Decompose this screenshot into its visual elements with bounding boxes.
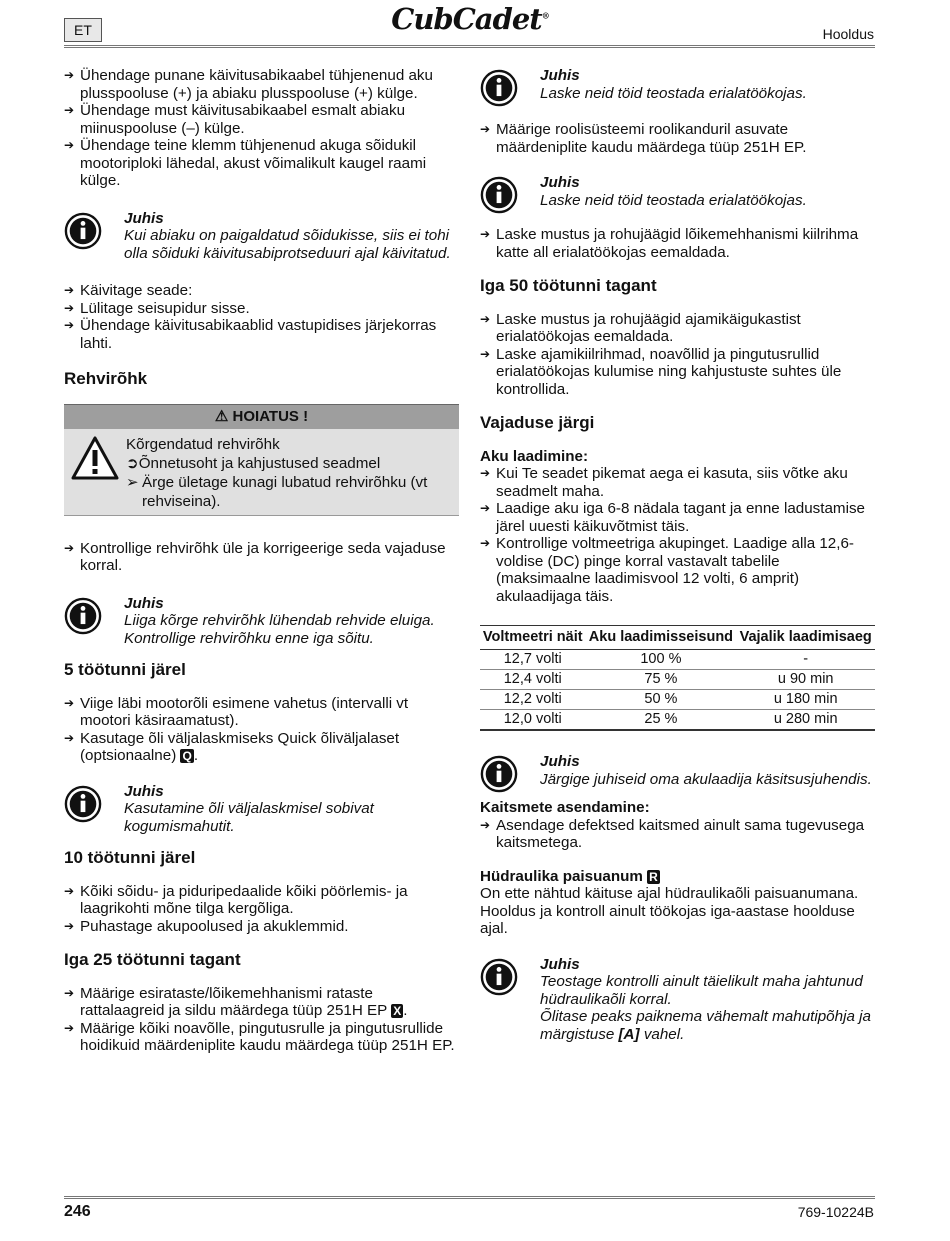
brand-logo: CubCadet® [391, 2, 549, 36]
text: Hüdraulika paisuanum [480, 867, 643, 885]
list-item [64, 300, 459, 318]
list-item [64, 137, 459, 190]
text: Kui Te seadet pikemat aega ei kasuta, siis võtke aku seadmelt maha. [496, 465, 848, 500]
arrow-icon: ➔ [480, 501, 491, 515]
note-text [540, 1008, 875, 1043]
list-item [64, 67, 459, 102]
header-rule-2 [64, 47, 875, 48]
text: Kõiki sõidu- ja piduripedaalide kõiki pöörlemis- ja laagrikohti mõne tilga kergõliga. [80, 882, 408, 917]
arrow-icon: ➔ [64, 283, 75, 297]
warning-small-icon: ⚠ [214, 407, 229, 425]
heading-10-hours: 10 töötunni järel [64, 848, 196, 867]
arrow-icon: ➔ [64, 883, 75, 898]
table-cell: 75 % [585, 670, 736, 690]
list-item [64, 1020, 459, 1055]
info-icon [480, 958, 518, 996]
text: Laske mustus ja rohujäägid lõikemehhanismi kiilrihma katte all erialatöökojas eemaldada. [496, 226, 859, 261]
section-title: Hooldus [822, 26, 874, 42]
table-header: Voltmeetri näit [480, 626, 585, 650]
info-icon [480, 176, 518, 214]
arrow-icon: ➔ [64, 138, 75, 152]
arrow-icon: ➔ [480, 817, 491, 832]
text: Ärge ületage kunagi lubatud rehvirõhku (vt rehviseina). [142, 473, 428, 510]
heading-battery-charging: Aku laadimine: [480, 447, 589, 465]
note-text: Kasutamine õli väljalaskmisel sobivat kogumismahutit. [124, 800, 374, 835]
info-icon [64, 597, 102, 635]
text: Ühendage teine klemm tühjenenud akuga sõidukil mootoriploki lähedal, akust võimalikult kaugel raami külge. [80, 137, 427, 189]
list-item [480, 346, 875, 399]
note-title: Juhis [540, 174, 580, 191]
text: Laske mustus ja rohujäägid ajamikäigukastist erialatöökojas eemaldada. [496, 310, 801, 345]
arrow-icon: ➔ [64, 730, 75, 745]
note-title: Juhis [540, 955, 580, 973]
text: Käivitage seade: [80, 282, 193, 299]
text: Õnnetusoht ja kahjustused seadmel [138, 454, 381, 472]
arrow-icon: ➔ [64, 318, 75, 332]
text: Kasutage õli väljalaskmiseks Quick õliväljalaset (optsionaalne) [80, 729, 400, 764]
note-box [64, 783, 459, 836]
key-x-badge: X [393, 1004, 402, 1018]
text: Viige läbi mootorõli esimene vahetus (intervalli vt mootori käsiraamatust). [80, 694, 409, 729]
arrow-icon: ➔ [64, 103, 75, 117]
note-box [480, 956, 875, 1044]
text: Laske ajamikiilrihmad, noavõllid ja pingutusrullid erialatöökojas kulumise ning kahjustuste suhtes üle kontrollida. [496, 345, 842, 398]
table-cell: 12,4 volti [480, 670, 585, 690]
arrow-icon: ➔ [64, 918, 75, 933]
arrow-icon: ➔ [480, 122, 491, 136]
heading-as-needed: Vajaduse järgi [480, 413, 595, 432]
heading-fuses: Kaitsmete asendamine: [480, 799, 650, 816]
text: Kontrollige rehvirõhk üle ja korrigeerige seda vajaduse korral. [80, 539, 446, 574]
text: Puhastage akupoolused ja akuklemmid. [80, 917, 349, 935]
table-row [480, 710, 875, 731]
note-text: Laske neid töid teostada erialatöökojas. [540, 191, 807, 209]
table-cell: 12,7 volti [480, 650, 585, 670]
text: Ühendage käivitusabikaablid vastupidises järjekorras lahti. [80, 317, 437, 352]
footer-rule-2 [64, 1198, 875, 1199]
key-r-badge: R [649, 869, 658, 884]
warning-box [64, 404, 459, 516]
arrow-icon: ➔ [64, 300, 75, 315]
text: Kontrollige voltmeetriga akupinget. Laadige alla 12,6-voldise (DC) pinge korral vastavalt tabelile (maksimaalne laadimisvool 12 volti, 6 amprit) akulaadijaga täis. [496, 535, 854, 605]
note-box [480, 174, 875, 220]
text: Lülitage seisupidur sisse. [80, 299, 250, 317]
heading-5-hours: 5 töötunni järel [64, 660, 186, 679]
text: Asendage defektsed kaitsmed ainult sama tugevusega kaitsmetega. [496, 816, 865, 851]
list-item [480, 500, 875, 535]
note-text: Laske neid töid teostada erialatöökojas. [540, 84, 807, 102]
table-cell: 12,0 volti [480, 710, 585, 731]
heading-50-hours: Iga 50 töötunni tagant [480, 276, 657, 295]
info-icon [480, 755, 518, 793]
list-item [480, 311, 875, 346]
info-icon [480, 69, 518, 107]
key-q-badge: Q [182, 749, 192, 763]
warning-line: ➢ Ärge ületage kunagi lubatud rehvirõhku (vt rehviseina). [126, 473, 428, 510]
note-box [480, 67, 875, 113]
table-cell: u 280 min [736, 710, 875, 731]
heading-hydraulic-tank [480, 868, 875, 886]
note-title: Juhis [124, 209, 164, 227]
list-item: ➔ Kasutage õli väljalaskmiseks Quick õliväljalaset (optsionaalne) Q . [64, 729, 400, 764]
arrow-icon: ➔ [480, 311, 491, 326]
arrow-icon: ➔ [480, 536, 491, 550]
table-row [480, 690, 875, 710]
table-cell: 25 % [585, 710, 736, 731]
note-box [64, 210, 459, 263]
text: Ühendage must käivitusabikaabel esmalt abiaku miinuspooluse (–) külge. [80, 102, 406, 137]
table-header: Vajalik laadimisaeg [736, 626, 875, 650]
table-cell: u 90 min [736, 670, 875, 690]
marker-a: [A] [618, 1025, 640, 1043]
note-box [64, 595, 459, 648]
list-item [64, 883, 459, 918]
list-item [64, 102, 459, 137]
note-text: Liiga kõrge rehvirõhk lühendab rehvide eluiga. Kontrollige rehvirõhku enne iga sõitu. [124, 612, 435, 647]
text: Määrige kõiki noavõlle, pingutusrulle ja pingutusrullide hoidikuid määrdeniplite kaudu määrdega tüüp 251H EP. [80, 1019, 455, 1054]
left-column [64, 67, 459, 1055]
list-item [64, 540, 459, 575]
arrow-icon: ➔ [480, 346, 491, 361]
list-item [480, 226, 875, 261]
arrow-icon: ➔ [64, 540, 75, 555]
heading-tire-pressure: Rehvirõhk [64, 369, 148, 388]
note-title: Juhis [124, 782, 164, 800]
warning-line: Kõrgendatud rehvirõhk [126, 435, 280, 453]
note-title: Juhis [540, 67, 580, 84]
list-item [480, 817, 875, 852]
arrow-icon: ➔ [480, 466, 491, 480]
table-row [480, 670, 875, 690]
list-item [64, 317, 459, 352]
table-row [480, 650, 875, 670]
footer-rule [64, 1196, 875, 1197]
list-item [480, 535, 875, 605]
table-cell: 50 % [585, 690, 736, 710]
text: Määrige esirataste/lõikemehhanismi rataste rattalaagreid ja sildu määrdega tüüp 251H EP [80, 984, 388, 1019]
arrow-icon: ➔ [64, 1020, 75, 1035]
table-cell: - [736, 650, 875, 670]
text: Õlitase peaks paiknema vähemalt mahutipõhja ja märgistuse [540, 1008, 871, 1043]
note-text: Järgige juhiseid oma akulaadija käsitsusjuhendis. [540, 770, 872, 788]
header-rule [64, 45, 875, 46]
warning-header [64, 404, 459, 429]
list-item [64, 695, 459, 730]
table-cell: 100 % [585, 650, 736, 670]
note-box [480, 753, 875, 799]
list-item [480, 121, 875, 156]
text: vahel. [639, 1025, 685, 1043]
text: Laadige aku iga 6-8 nädala tagant ja enne ladustamise järel uuesti käikuvõtmist täis. [496, 500, 865, 535]
table-cell: 12,2 volti [480, 690, 585, 710]
note-text: Teostage kontrolli ainult täielikult maha jahtunud hüdraulikaõli korral. [540, 973, 863, 1008]
charging-table [480, 625, 875, 731]
heading-25-hours: Iga 25 töötunni tagant [64, 950, 241, 969]
arrow-icon: ➔ [64, 695, 75, 710]
note-title: Juhis [540, 753, 580, 770]
arrow-icon: ➔ [480, 227, 491, 241]
note-title: Juhis [124, 594, 164, 612]
list-item [64, 282, 459, 300]
note-text: Kui abiaku on paigaldatud sõidukisse, siis ei tohi olla sõiduki käivitusabiprotseduuri ajal käivitatud. [124, 227, 451, 262]
hydraulic-paragraph: On ette nähtud käituse ajal hüdraulikaõli paisuanumana. Hooldus ja kontroll ainult töökojas iga-aastase hoolduse ajal. [480, 885, 859, 937]
page-number: 246 [64, 1203, 91, 1220]
table-header: Aku laadimisseisund [585, 626, 736, 650]
warning-line: ➲Õnnetusoht ja kahjustused seadmel [126, 454, 381, 472]
text: Ühendage punane käivitusabikaabel tühjenenud aku plusspooluse (+) ja abiaku plusspooluse (+) külge. [80, 67, 433, 102]
warning-title: HOIATUS ! [232, 407, 309, 425]
list-item [480, 465, 875, 500]
table-cell: u 180 min [736, 690, 875, 710]
language-tag: ET [64, 18, 102, 42]
list-item: ➔ Määrige esirataste/lõikemehhanismi rataste rattalaagreid ja sildu määrdega tüüp 251H EP X . [64, 984, 408, 1019]
warning-triangle-icon [70, 435, 120, 481]
right-column [480, 67, 875, 1043]
text: Määrige roolisüsteemi roolikanduril asuvate määrdeniplite kaudu määrdega tüüp 251H EP. [496, 121, 807, 156]
list-item [64, 918, 459, 936]
info-icon [64, 785, 102, 823]
arrow-icon: ➔ [64, 985, 75, 1000]
info-icon [64, 212, 102, 250]
arrow-icon: ➔ [64, 68, 75, 82]
document-number: 769-10224B [797, 1204, 874, 1220]
